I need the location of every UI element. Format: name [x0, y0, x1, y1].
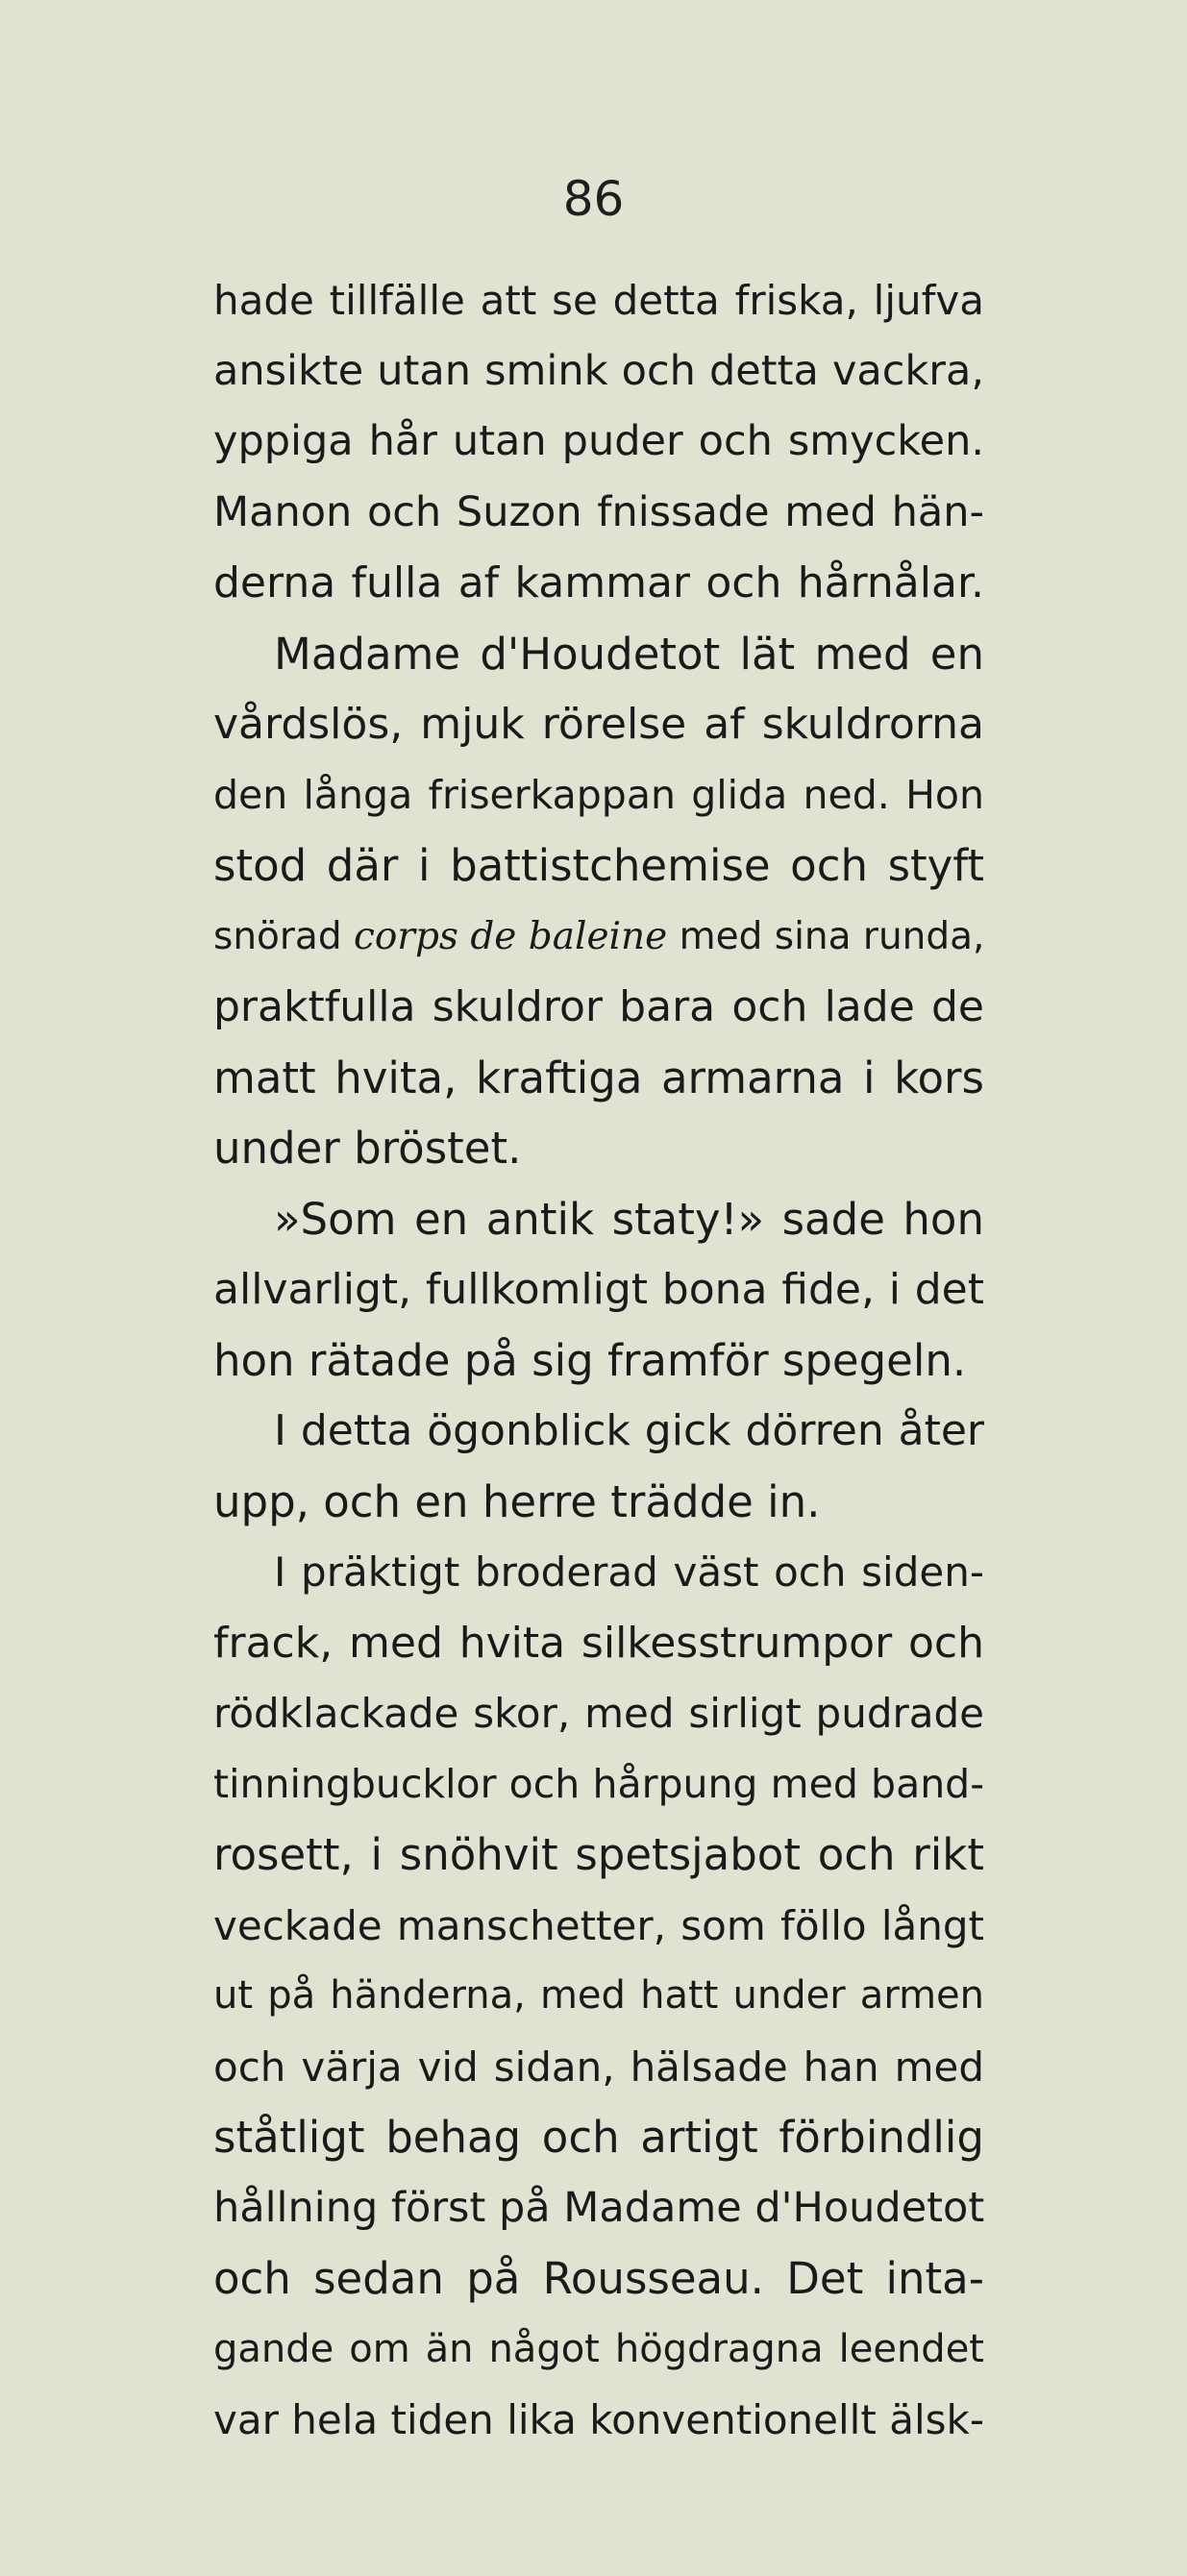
text-line: matt hvita, kraftiga armarna i kors [213, 1052, 984, 1103]
text-line: Manon och Suzon fnissade med hän- [213, 487, 984, 536]
text-line: ståtligt behag och artigt förbindlig [213, 2112, 984, 2163]
text-line: upp, och en herre trädde in. [213, 1475, 821, 1527]
text-line: hade tillfälle att se detta friska, ljufva [213, 277, 984, 324]
text-line: I detta ögonblick gick dörren åter [274, 1406, 984, 1455]
text-run: med sina runda, [667, 914, 985, 958]
text-line: frack, med hvita silkesstrumpor och [213, 1618, 984, 1668]
text-run: snörad [213, 914, 354, 958]
italic-phrase: corps de baleine [353, 914, 668, 958]
text-line: tinningbucklor och hårpung med band- [213, 1760, 984, 1807]
text-line: rödklackade skor, med sirligt pudrade [213, 1690, 984, 1737]
text-line: ut på händerna, med hatt under armen [213, 1973, 984, 2018]
text-line: hållning först på Madame d'Houdetot [213, 2183, 985, 2232]
text-line: yppiga hår utan puder och smycken. [213, 417, 984, 465]
text-line: var hela tiden lika konventionellt älsk- [213, 2396, 984, 2443]
text-line: hon rätade på sig framför spegeln. [213, 1334, 967, 1386]
text-line: praktfulla skuldror bara och lade de [213, 982, 984, 1031]
text-line: allvarligt, fullkomligt bona fide, i det [213, 1265, 984, 1314]
text-line: gande om än något högdragna leendet [213, 2326, 984, 2371]
text-line: och värja vid sidan, hälsade han med [213, 2043, 984, 2091]
body-text [213, 265, 984, 2456]
page-number: 86 [562, 171, 625, 227]
text-line: derna fulla af kammar och hårnålar. [213, 558, 984, 607]
text-line: under bröstet. [213, 1123, 522, 1174]
text-line: Madame d'Houdetot lät med en [274, 628, 984, 680]
text-line: ansikte utan smink och detta vackra, [213, 346, 984, 395]
text-line: och sedan på Rousseau. Det inta- [213, 2253, 984, 2304]
text-line: vårdslös, mjuk rörelse af skuldrorna [213, 700, 984, 749]
text-line: veckade manschetter, som föllo långt [213, 1901, 984, 1949]
text-line [213, 902, 984, 973]
text-line: I präktigt broderad väst och siden- [274, 1548, 984, 1596]
text-line: rosett, i snöhvit spetsjabot och rikt [213, 1829, 984, 1880]
text-line: stod där i battistchemise och styft [213, 840, 984, 891]
text-line: »Som en antik staty!» sade hon [274, 1193, 984, 1245]
text-line: den långa friserkappan glida ned. Hon [213, 771, 984, 818]
